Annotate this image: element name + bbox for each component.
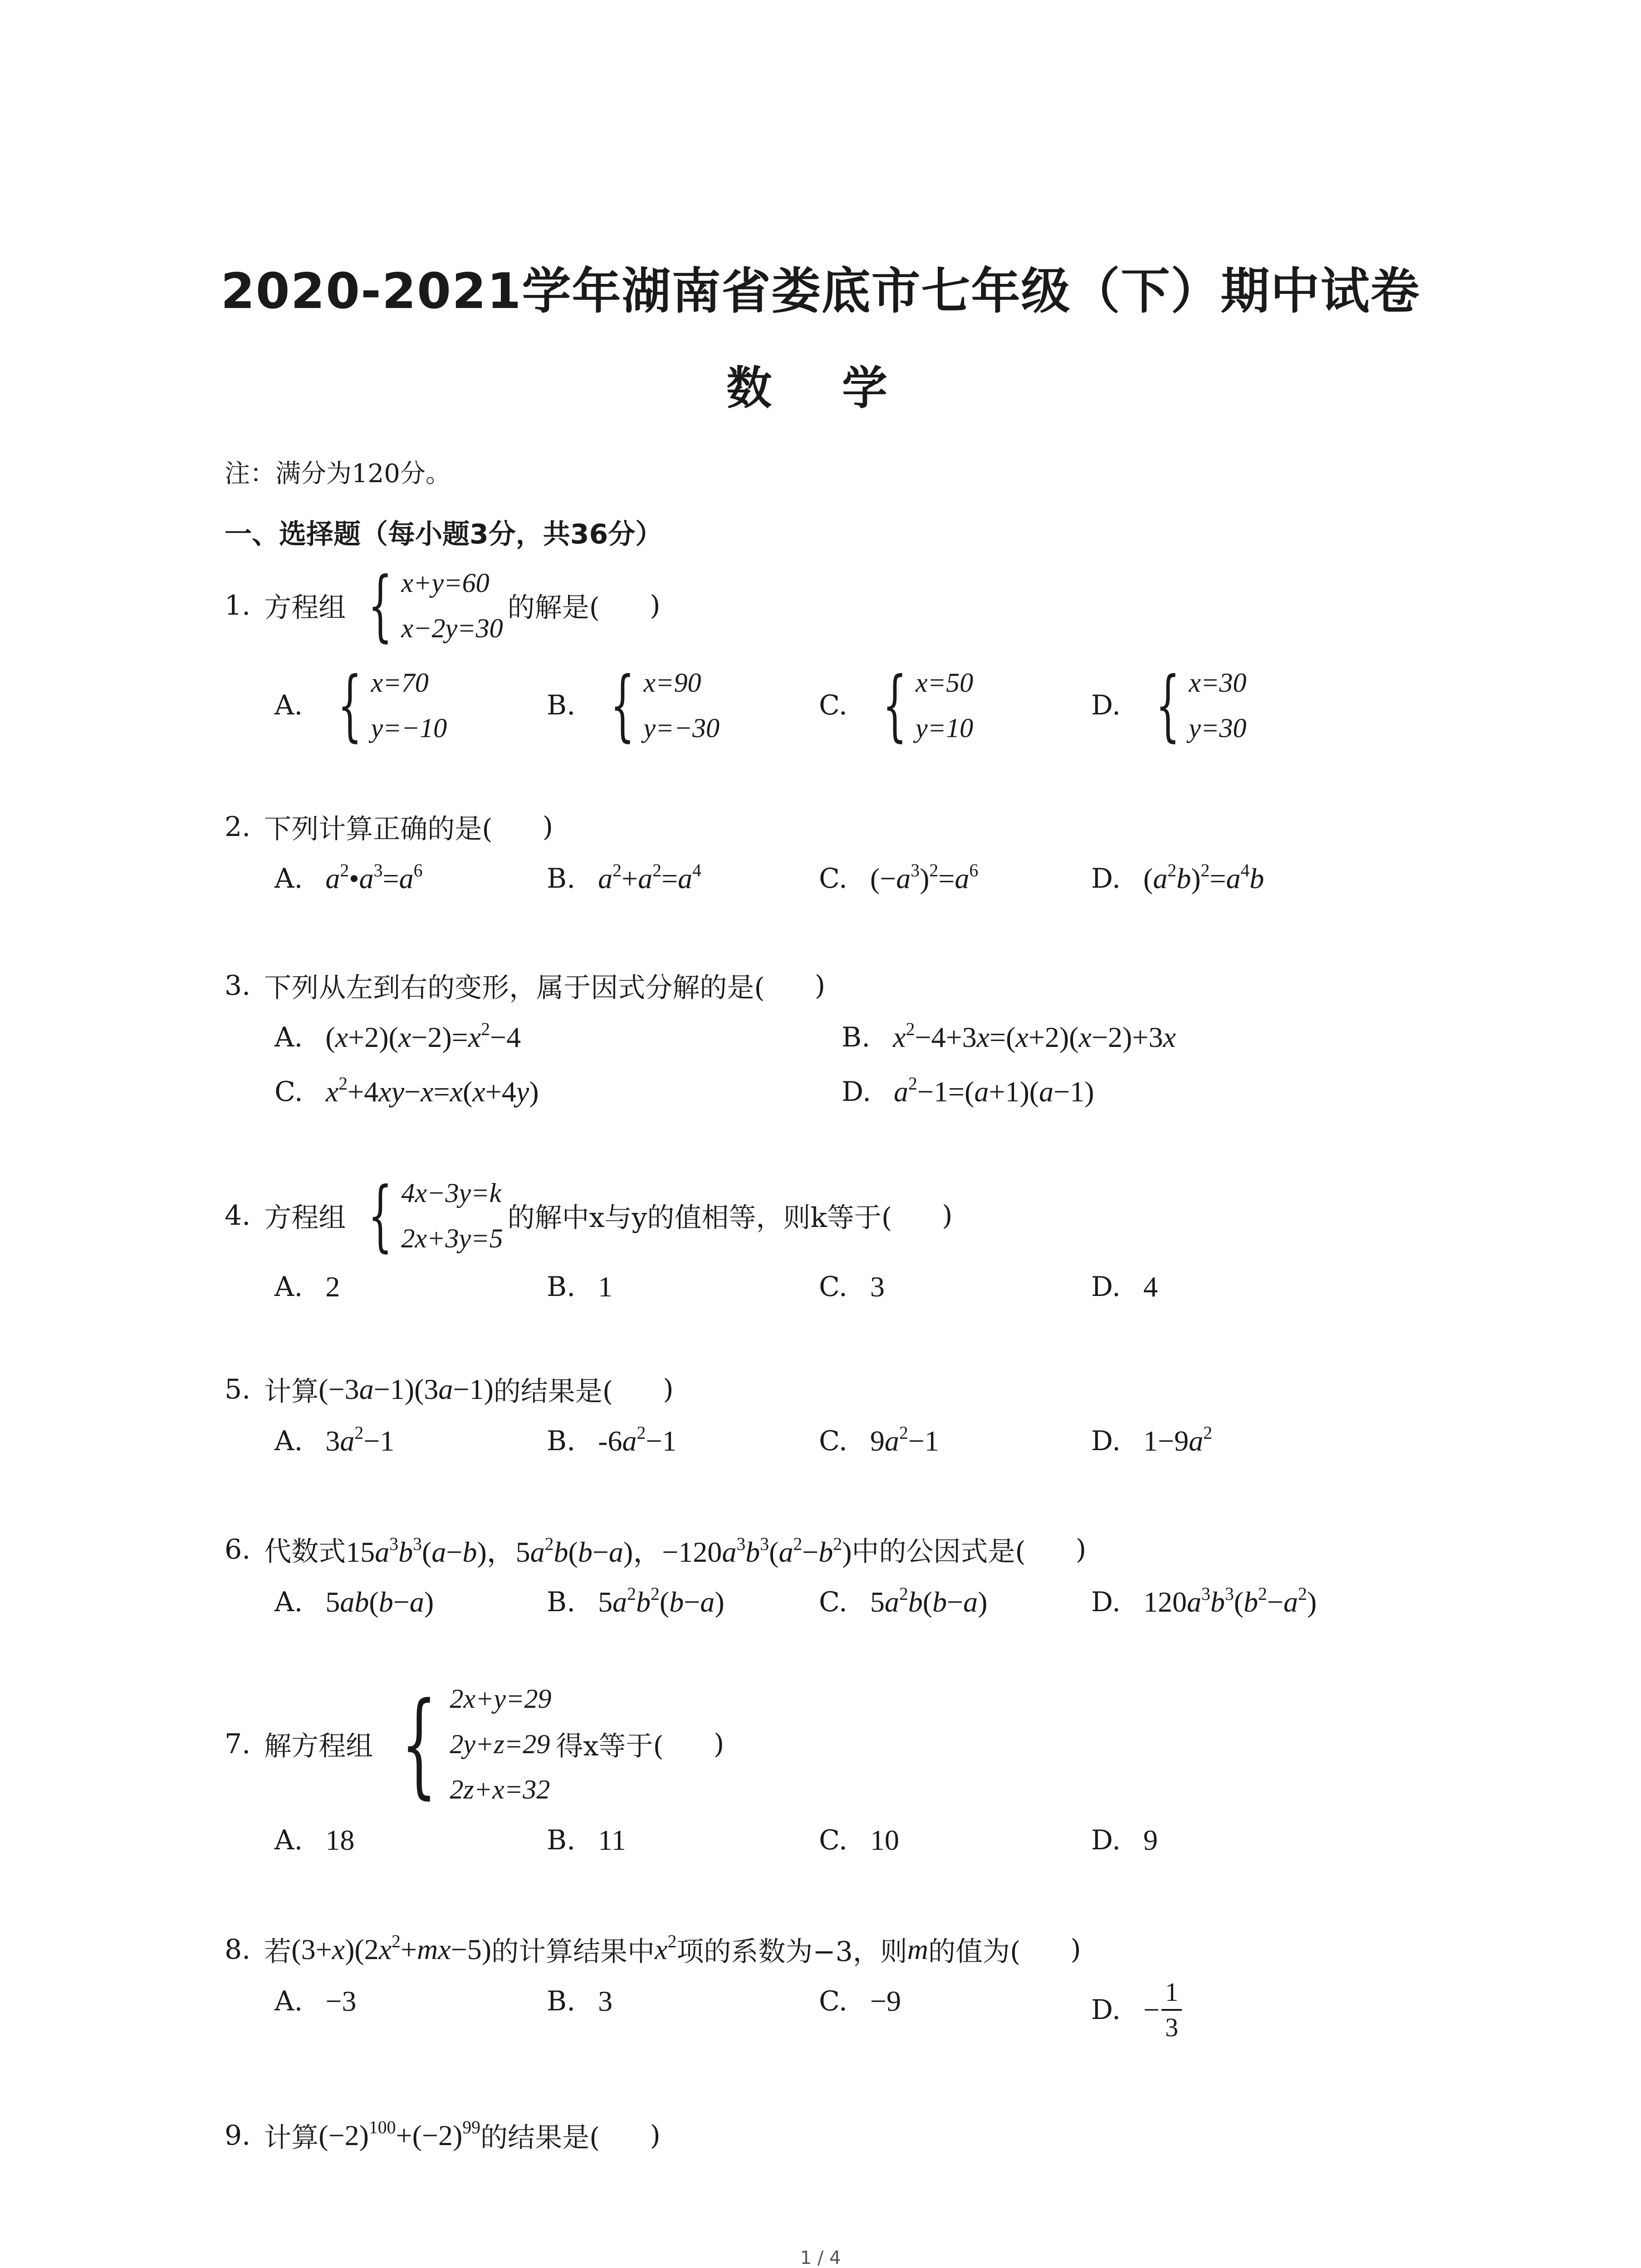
option-formula: $1-9a^2$ — [1143, 1423, 1212, 1457]
option-formula: $-6a^2-1$ — [598, 1423, 677, 1457]
option-letter: A. — [274, 863, 303, 894]
option-c — [819, 1585, 987, 1619]
option-letter: D. — [842, 1076, 872, 1108]
option-formula: 5ab(b−a) — [325, 1586, 434, 1618]
question-2 — [225, 807, 553, 846]
option-a — [274, 660, 451, 751]
option-letter: C. — [819, 689, 847, 721]
fraction-denominator: 3 — [1165, 2013, 1179, 2042]
option-value: 18 — [325, 1824, 355, 1856]
question-text: 下列计算正确的是( — [264, 813, 493, 845]
option-b — [547, 1823, 626, 1857]
option-a — [274, 1270, 340, 1304]
question-text: 方程组 — [264, 592, 346, 624]
answer-paren: ) — [1070, 1934, 1081, 1965]
equation: x−2y=30 — [401, 613, 503, 643]
option-d — [1091, 1585, 1317, 1619]
question-9 — [225, 2116, 661, 2155]
question-3 — [225, 966, 825, 1005]
option-value: 3 — [870, 1271, 885, 1303]
brace-icon: { — [610, 660, 635, 750]
question-text: 的计算结果中 — [491, 1936, 655, 1968]
option-letter: B. — [547, 1586, 576, 1618]
option-letter: B. — [547, 1824, 576, 1856]
question-7 — [225, 1676, 724, 1812]
option-letter: C. — [819, 1425, 847, 1457]
option-formula: $(-a^3)^2=a^6$ — [870, 860, 979, 894]
question-text: 的结果是( — [480, 2122, 600, 2154]
option-letter: A. — [274, 689, 303, 721]
equation: 2x+3y=5 — [401, 1223, 503, 1253]
option-letter: A. — [274, 1985, 303, 2017]
question-number: 9. — [225, 2120, 251, 2151]
option-c — [819, 660, 978, 751]
fraction-numerator: 1 — [1161, 1975, 1182, 2011]
option-formula: $x^2+4xy-x=x(x+4y)$ — [325, 1074, 539, 1108]
score-note: 注：满分为120分。 — [225, 459, 451, 489]
option-formula: $5a^2b(b-a)$ — [870, 1584, 988, 1618]
option-letter: D. — [1091, 1425, 1121, 1457]
option-c — [819, 1984, 901, 2018]
option-d — [1091, 862, 1264, 895]
question-formula: $15a^3b^3(a-b)$，$5a^2b(b-a)$，$-120a^3b^3(a^2-b^2)$ — [346, 1534, 852, 1568]
option-a — [274, 1585, 434, 1619]
fraction — [1161, 1975, 1182, 2044]
equation: 4x−3y=k — [401, 1178, 502, 1208]
brace-icon: { — [1156, 660, 1181, 750]
question-text: 计算 — [264, 1376, 319, 1408]
option-letter: B. — [547, 863, 576, 894]
equation: y=−10 — [371, 713, 447, 743]
option-letter: A. — [274, 1586, 303, 1618]
answer-paren: ) — [942, 1200, 953, 1232]
option-d — [1091, 660, 1251, 751]
option-letter: A. — [274, 1425, 303, 1457]
question-4 — [225, 1170, 953, 1261]
question-text: 计算 — [264, 2122, 319, 2154]
equation-system — [870, 660, 973, 751]
option-letter: D. — [1091, 863, 1121, 894]
question-text: 解方程组 — [264, 1730, 373, 1762]
question-formula: $x^2$ — [655, 1931, 677, 1965]
option-value: 9 — [1143, 1824, 1158, 1856]
option-letter: A. — [274, 1271, 303, 1303]
option-formula: $3a^2-1$ — [325, 1423, 395, 1457]
option-d — [842, 1075, 1094, 1109]
option-b — [547, 1585, 725, 1619]
brace-icon: { — [882, 660, 907, 750]
question-text: 若 — [264, 1936, 292, 1968]
question-number: 1. — [225, 590, 251, 621]
option-d — [1091, 1823, 1158, 1857]
option-letter: D. — [1091, 1824, 1121, 1856]
brace-icon: { — [368, 561, 393, 650]
question-text: 项的系数为−3，则 — [676, 1936, 907, 1968]
question-number: 6. — [225, 1534, 251, 1565]
option-a — [274, 1984, 357, 2018]
option-b — [842, 1021, 1176, 1054]
option-value: − — [1143, 1994, 1160, 2026]
option-letter: D. — [1091, 1994, 1121, 2026]
question-text: 的解中x与y的值相等，则k等于( — [507, 1202, 892, 1234]
option-c — [819, 1823, 899, 1857]
equation: 2z+x=32 — [450, 1774, 550, 1804]
equation: x=70 — [371, 668, 429, 698]
option-d — [1091, 1975, 1182, 2044]
question-formula: (−3a−1)(3a−1) — [318, 1373, 494, 1405]
brace-icon: { — [338, 660, 362, 750]
question-text: 的值为( — [928, 1936, 1021, 1968]
option-letter: B. — [842, 1022, 871, 1053]
answer-paren: ) — [650, 590, 661, 621]
option-formula: $a^2-1=(a+1)(a-1)$ — [894, 1074, 1094, 1108]
option-value: 4 — [1143, 1271, 1158, 1303]
equation: y=10 — [916, 713, 974, 743]
option-formula: $9a^2-1$ — [870, 1423, 939, 1457]
question-1 — [225, 560, 661, 651]
option-formula: $x^2-4+3x=(x+2)(x-2)+3x$ — [893, 1019, 1176, 1053]
answer-paren: ) — [663, 1374, 674, 1405]
option-formula: $a^2•a^3=a^6$ — [325, 860, 423, 894]
option-letter: C. — [274, 1076, 303, 1108]
option-letter: A. — [274, 1824, 303, 1856]
equation-system — [383, 1676, 551, 1812]
option-b — [547, 660, 724, 751]
question-text: 代数式 — [264, 1536, 346, 1568]
option-letter: C. — [819, 1985, 847, 2017]
question-text: 得x等于( — [556, 1730, 664, 1762]
question-number: 2. — [225, 811, 251, 843]
equation-system — [356, 560, 503, 651]
question-number: 7. — [225, 1728, 251, 1760]
option-a — [274, 862, 422, 895]
option-formula: $120a^3b^3(b^2-a^2)$ — [1143, 1584, 1317, 1618]
question-5 — [225, 1370, 674, 1409]
answer-paren: ) — [1075, 1534, 1087, 1565]
option-value: 11 — [598, 1824, 626, 1856]
equation: x+y=60 — [401, 568, 490, 598]
answer-paren: ) — [542, 811, 554, 843]
option-value: 10 — [870, 1824, 899, 1856]
option-value: 2 — [325, 1271, 340, 1303]
question-6 — [225, 1529, 1086, 1570]
question-text: 方程组 — [264, 1202, 346, 1234]
equation: 2y+z=29 — [450, 1729, 550, 1759]
option-letter: A. — [274, 1022, 303, 1053]
answer-paren: ) — [814, 970, 826, 1002]
equation: x=50 — [916, 668, 974, 698]
question-variable: m — [907, 1933, 928, 1965]
question-number: 5. — [225, 1374, 251, 1405]
option-formula: $a^2+a^2=a^4$ — [598, 860, 701, 894]
option-value: −9 — [870, 1985, 901, 2017]
option-b — [547, 1270, 612, 1304]
option-c — [274, 1075, 539, 1109]
page-title: 2020-2021学年湖南省娄底市七年级（下）期中试卷 — [220, 263, 1421, 320]
option-letter: D. — [1091, 689, 1121, 721]
option-c — [819, 1424, 939, 1458]
option-c — [819, 1270, 885, 1304]
option-d — [1091, 1424, 1212, 1458]
option-b — [547, 1424, 676, 1458]
option-b — [547, 862, 701, 895]
question-text: 中的公因式是( — [852, 1536, 1026, 1568]
option-c — [819, 862, 978, 895]
equation: y=30 — [1189, 713, 1247, 743]
equation: 2x+y=29 — [450, 1684, 552, 1714]
option-d — [1091, 1270, 1158, 1304]
question-8 — [225, 1930, 1081, 1969]
question-number: 3. — [225, 970, 251, 1002]
option-letter: B. — [547, 689, 576, 721]
equation: y=−30 — [643, 713, 720, 743]
section-heading: 一、选择题（每小题3分，共36分） — [225, 518, 663, 550]
question-text: 的结果是( — [493, 1376, 613, 1408]
brace-icon: { — [368, 1171, 393, 1261]
option-formula: $5a^2b^2(b-a)$ — [598, 1584, 725, 1618]
answer-paren: ) — [713, 1728, 725, 1760]
equation-system — [325, 660, 447, 751]
question-number: 8. — [225, 1934, 251, 1965]
question-text: 的解是( — [507, 592, 600, 624]
question-text: 下列从左到右的变形，属于因式分解的是( — [264, 972, 765, 1004]
option-a — [274, 1021, 521, 1054]
equation: x=30 — [1189, 668, 1247, 698]
question-formula: $(-2)^{100}+(-2)^{99}$ — [318, 2117, 480, 2151]
option-letter: B. — [547, 1271, 576, 1303]
subject-title: 数 学 — [726, 362, 915, 415]
option-value: −3 — [325, 1985, 357, 2017]
option-b — [547, 1984, 612, 2018]
page-number: 1 / 4 — [800, 2248, 841, 2268]
option-value: 3 — [598, 1985, 613, 2017]
option-formula: $(a^2b)^2=a^4b$ — [1143, 860, 1264, 894]
option-a — [274, 1823, 354, 1857]
equation-system — [598, 660, 720, 751]
equation: x=90 — [643, 668, 701, 698]
equation-system — [356, 1170, 503, 1261]
option-letter: D. — [1091, 1271, 1121, 1303]
option-letter: C. — [819, 1586, 847, 1618]
option-a — [274, 1424, 394, 1458]
option-letter: C. — [819, 863, 847, 894]
answer-paren: ) — [650, 2120, 661, 2151]
option-formula: $(x+2)(x-2)=x^2-4$ — [325, 1019, 521, 1053]
question-number: 4. — [225, 1200, 251, 1232]
option-letter: C. — [819, 1271, 847, 1303]
question-formula: $(3+x)(2x^2+mx-5)$ — [291, 1931, 492, 1965]
equation-system — [1143, 660, 1246, 751]
option-letter: C. — [819, 1824, 847, 1856]
option-letter: D. — [1091, 1586, 1121, 1618]
brace-icon: { — [401, 1678, 437, 1810]
option-letter: B. — [547, 1425, 576, 1457]
option-value: 1 — [598, 1271, 613, 1303]
option-letter: B. — [547, 1985, 576, 2017]
